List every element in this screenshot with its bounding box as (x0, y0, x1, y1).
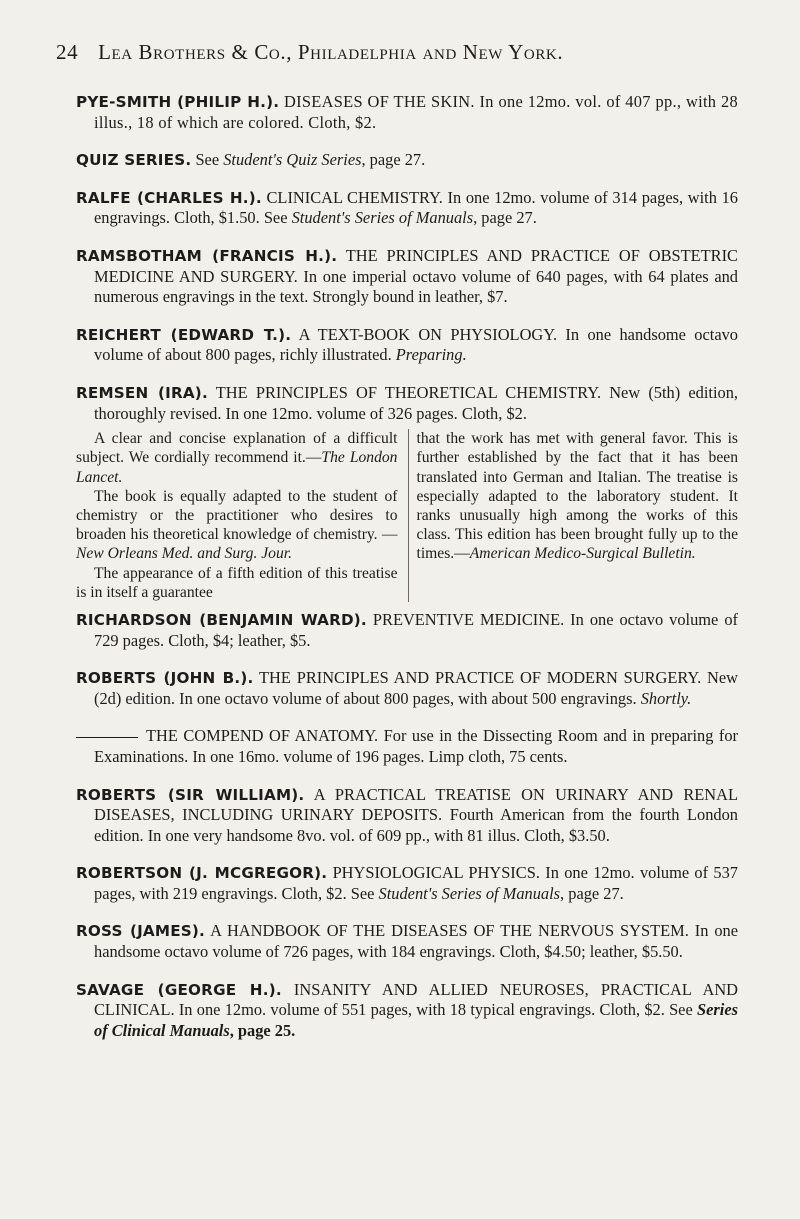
running-head: Lea Brothers & Co., Philadelphia and New York. (98, 40, 564, 64)
review-source: The London Lancet. (76, 449, 398, 486)
entry-author: ROBERTS (JOHN B.). (76, 669, 254, 688)
entry-text: PREVENTIVE MEDICINE. In one octavo volume of 729 pages. Cloth, $4; leather, $5. (94, 609, 738, 650)
entry-text: CLINICAL CHEMISTRY. In one 12mo. volume of 314 pages, with 16 engravings. Cloth, $1.50. See (94, 187, 738, 228)
entry-author: ROBERTSON (J. MCGREGOR). (76, 864, 328, 883)
entry-compend-anatomy (76, 726, 738, 767)
entry-ross (76, 921, 738, 962)
review-paragraph (76, 487, 398, 564)
entry-text: THE PRINCIPLES AND PRACTICE OF MODERN SURGERY. New (2d) edition. In one octavo volume of about 800 pages, with about 500 engravings. (94, 668, 738, 708)
entry-ralfe (76, 188, 738, 229)
entry-author: SAVAGE (GEORGE H.). (76, 980, 282, 999)
entry-text: A PRACTICAL TREATISE ON URINARY AND RENAL DISEASES, INCLUDING URINARY DEPOSITS. Fourth American from the fourth London edition. In one very handsome 8vo. vol. of 609 pp., with 81 illus. Cloth, $3.50. (94, 784, 738, 845)
review-paragraph (76, 429, 398, 487)
entry-roberts-john (76, 668, 738, 709)
entry-italic: Preparing. (395, 345, 467, 365)
ditto-rule (76, 737, 138, 738)
entry-tail: , page 27. (361, 150, 426, 170)
review-column-left (76, 429, 409, 602)
entry-text: PHYSIOLOGICAL PHYSICS. In one 12mo. volume of 537 pages, with 219 engravings. Cloth, $2. See (94, 863, 738, 903)
review-text: A clear and concise explanation of a difficult subject. We cordially recommend it.— (76, 430, 398, 467)
entry-richardson (76, 610, 738, 651)
entry-reichert (76, 325, 738, 366)
entry-tail: , page 27. (560, 883, 624, 903)
entry-italic: Student's Series of Manuals (378, 883, 561, 903)
page-number: 24 (56, 40, 79, 64)
entry-roberts-william (76, 785, 738, 847)
entry-tail: , page 25. (229, 1020, 296, 1040)
entry-remsen (76, 383, 738, 424)
entry-ramsbotham (76, 246, 738, 308)
review-text: The appearance of a fifth edition of this treatise is in itself a guarantee (76, 564, 398, 601)
entry-author: RICHARDSON (BENJAMIN WARD). (76, 610, 367, 629)
entry-quiz-series (76, 150, 738, 171)
review-text: that the work has met with general favor. This is further established by the fact that it has been translated into German and Italian. The treatise is especially adapted to the laboratory student. It ranks unusually high among the works of this class. This edition has been brought fully up to the times.— (416, 430, 738, 563)
entry-text: A HANDBOOK OF THE DISEASES OF THE NERVOUS SYSTEM. In one handsome octavo volume of 726 pages, with 184 engravings. Cloth, $4.50; leather, $5.50. (94, 921, 739, 962)
entry-text: See (191, 150, 224, 170)
entry-author: QUIZ SERIES. (76, 151, 192, 170)
entry-text: A TEXT-BOOK ON PHYSIOLOGY. In one handsome octavo volume of about 800 pages, richly illustrated. (94, 324, 738, 365)
entry-text: THE PRINCIPLES OF THEORETICAL CHEMISTRY. New (5th) edition, thoroughly revised. In one 12mo. volume of 326 pages. Cloth, $2. (94, 382, 738, 423)
entry-author: ROBERTS (SIR WILLIAM). (76, 785, 305, 804)
entry-author: REICHERT (EDWARD T.). (76, 325, 292, 344)
entry-text: INSANITY AND ALLIED NEUROSES, PRACTICAL AND CLINICAL. In one 12mo. volume of 551 pages, with 18 typical engravings. Cloth, $2. See (94, 979, 738, 1020)
entry-author: PYE-SMITH (PHILIP H.). (76, 93, 280, 111)
entry-tail: , page 27. (473, 208, 537, 228)
review-source: American Medico-Surgical Bulletin. (469, 545, 696, 563)
review-text: The book is equally adapted to the student of chemistry or the practitioner who desires to broaden his theoretical knowledge of chemistry. — (76, 487, 398, 544)
entry-savage (76, 980, 738, 1042)
review-paragraph (76, 564, 398, 602)
entry-italic: Student's Quiz Series (223, 150, 362, 170)
entry-author: RAMSBOTHAM (FRANCIS H.). (76, 246, 338, 265)
review-column-right (409, 429, 739, 602)
entry-text: DISEASES OF THE SKIN. In one 12mo. vol. of 407 pp., with 28 illus., 18 of which are colored. Cloth, $2. (94, 92, 738, 132)
review-source: New Orleans Med. and Surg. Jour. (76, 545, 292, 563)
entry-author: ROSS (JAMES). (76, 922, 206, 941)
entry-author: REMSEN (IRA). (76, 383, 208, 402)
entry-robertson (76, 863, 738, 904)
catalogue-content (76, 92, 738, 1058)
entry-text: THE COMPEND OF ANATOMY. For use in the Dissecting Room and in preparing for Examinations. In one 16mo. volume of 196 pages. Limp cloth, 75 cents. (94, 726, 738, 766)
review-columns (76, 429, 738, 602)
entry-italic: Series of Clinical Manuals (94, 1000, 738, 1040)
review-paragraph (417, 429, 739, 563)
entry-pye-smith (76, 92, 738, 133)
entry-italic: Student's Series of Manuals (291, 208, 474, 228)
running-header (56, 40, 740, 65)
entry-italic: Shortly. (640, 688, 692, 708)
entry-author: RALFE (CHARLES H.). (76, 188, 262, 207)
entry-text: THE PRINCIPLES AND PRACTICE OF OBSTETRIC MEDICINE AND SURGERY. In one imperial octavo volume of 640 pages, with 64 plates and numerous engravings in the text. Strongly bound in leather, $7. (94, 245, 738, 307)
